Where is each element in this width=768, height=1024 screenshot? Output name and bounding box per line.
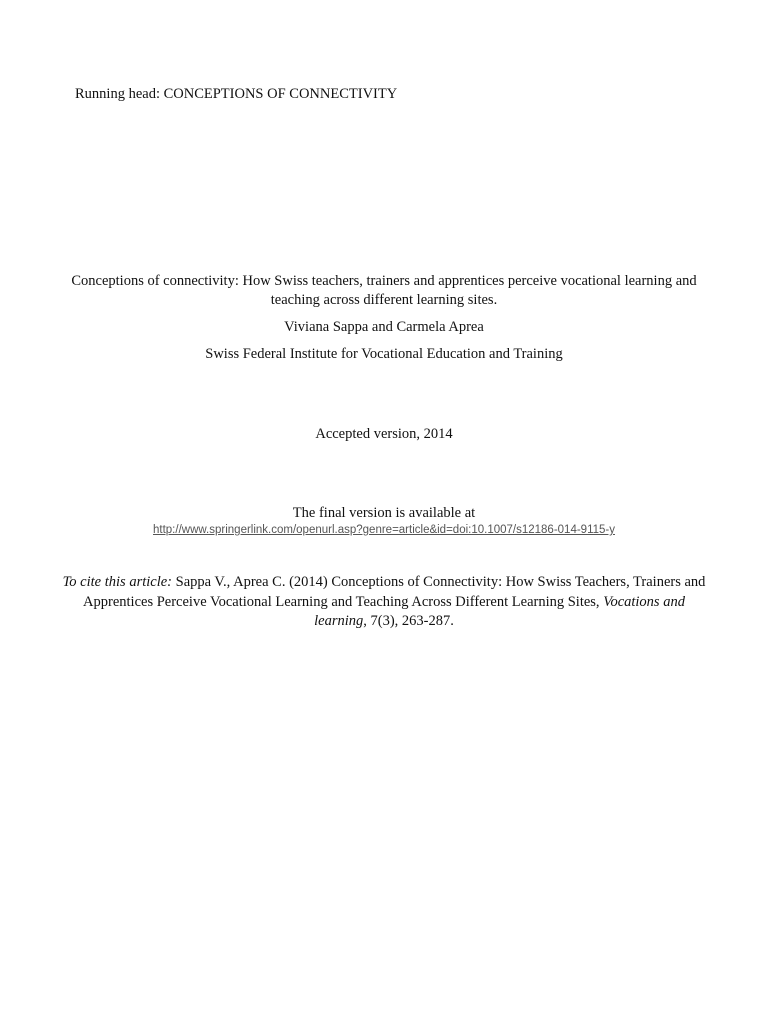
accepted-version: Accepted version, 2014: [315, 426, 453, 442]
final-version-label: The final version is available at: [292, 505, 476, 521]
citation: [58, 573, 710, 632]
paper-title: Conceptions of connectivity: How Swiss teachers, trainers and apprentices perceive vocational learning and teaching across different learning sites.: [71, 273, 697, 308]
final-version-link[interactable]: http://www.springerlink.com/openurl.asp?genre=article&id=doi:10.1007/s12186-014-9115-y: [153, 524, 615, 536]
running-head: Running head: CONCEPTIONS OF CONNECTIVITY: [75, 86, 398, 102]
citation-lead: To cite this article:: [62, 574, 172, 590]
citation-volume-pages: , 7(3), 263-287.: [363, 613, 454, 629]
citation-journal: Vocations and learning: [314, 593, 685, 629]
authors: Viviana Sappa and Carmela Aprea: [284, 319, 484, 335]
citation-text: Sappa V., Aprea C. (2014) Conceptions of Connectivity: How Swiss Teachers, Trainers and Apprentices Perceive Vocational Learning and Teaching Across Different Learning Sites,: [83, 574, 706, 610]
affiliation: Swiss Federal Institute for Vocational Education and Training: [205, 346, 563, 362]
